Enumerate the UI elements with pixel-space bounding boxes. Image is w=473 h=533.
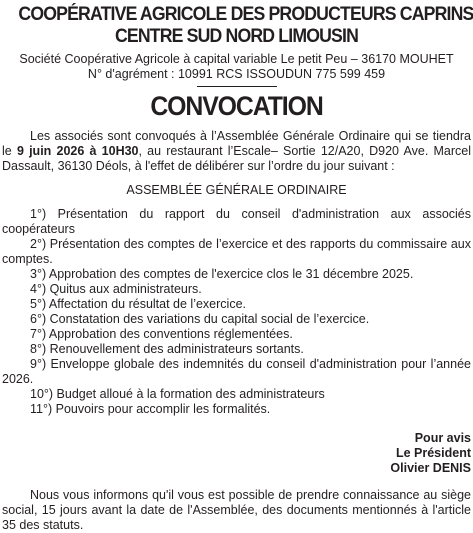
meeting-date: 9 juin 2026 à 10H30 bbox=[16, 144, 139, 158]
footer-note: Nous vous informons qu'il vous est possible de prendre connaissance au siège social, 15 jours avant la date de l'Assemblée, des documents mentionnés à l'article 35 des statuts. bbox=[2, 488, 471, 532]
cooperative-name-line1: COOPÉRATIVE AGRICOLE DES PRODUCTEURS CAPRINS bbox=[18, 4, 473, 25]
signature-line-pour-avis: Pour avis bbox=[414, 431, 471, 445]
signature-role: Le Président bbox=[395, 446, 471, 460]
agenda-item: 1°) Présentation du rapport du conseil d'administration aux associés coopérateurs bbox=[2, 207, 471, 236]
signature-block bbox=[2, 431, 471, 476]
agenda-item: 2°) Présentation des comptes de l’exercice et des rapports du commissaire aux comptes. bbox=[2, 237, 471, 266]
agenda-item: 8°) Renouvellement des administrateurs sortants. bbox=[30, 342, 304, 356]
agenda-item: 4°) Quitus aux administrateurs. bbox=[30, 282, 202, 296]
agenda-item: 9°) Enveloppe globale des indemnités du conseil d'administration pour l’année 2026. bbox=[2, 357, 471, 386]
cooperative-name-line2: CENTRE SUD NORD LIMOUSIN bbox=[114, 26, 358, 47]
divider bbox=[197, 86, 277, 87]
intro-text-end: , au restaurant l’Escale– Sortie 12/A20, D920 Ave. Marcel Dassault, 36130 Déols, à l'effet de délibérer sur l’ordre du jour suivant : bbox=[2, 144, 472, 173]
agenda-item: 6°) Constatation des variations du capital social de l’exercice. bbox=[30, 312, 370, 326]
intro-text-start: Les associés sont convoqués à l’Assemblée Générale Ordinaire qui se tiendra le bbox=[2, 129, 471, 158]
intro-paragraph bbox=[2, 129, 471, 174]
agenda-item: 11°) Pouvoirs pour accomplir les formalités. bbox=[30, 402, 271, 416]
agenda-item: 5°) Affectation du résultat de l’exercice. bbox=[30, 297, 246, 311]
notice-title: CONVOCATION bbox=[150, 91, 323, 121]
registration-number: N° d'agrément : 10991 RCS ISSOUDUN 775 599 459 bbox=[87, 67, 386, 81]
agenda-item: 10°) Budget alloué à la formation des administrateurs bbox=[30, 387, 325, 401]
agenda-list bbox=[2, 207, 471, 417]
agenda-item: 7°) Approbation des conventions réglementées. bbox=[30, 327, 293, 341]
assembly-heading: ASSEMBLÉE GÉNÉRALE ORDINAIRE bbox=[126, 183, 347, 197]
agenda-item: 3°) Approbation des comptes de l'exercice clos le 31 décembre 2025. bbox=[30, 267, 414, 281]
signature-name: Olivier DENIS bbox=[390, 461, 471, 475]
company-description: Société Coopérative Agricole à capital variable Le petit Peu – 36170 MOUHET bbox=[19, 52, 454, 66]
